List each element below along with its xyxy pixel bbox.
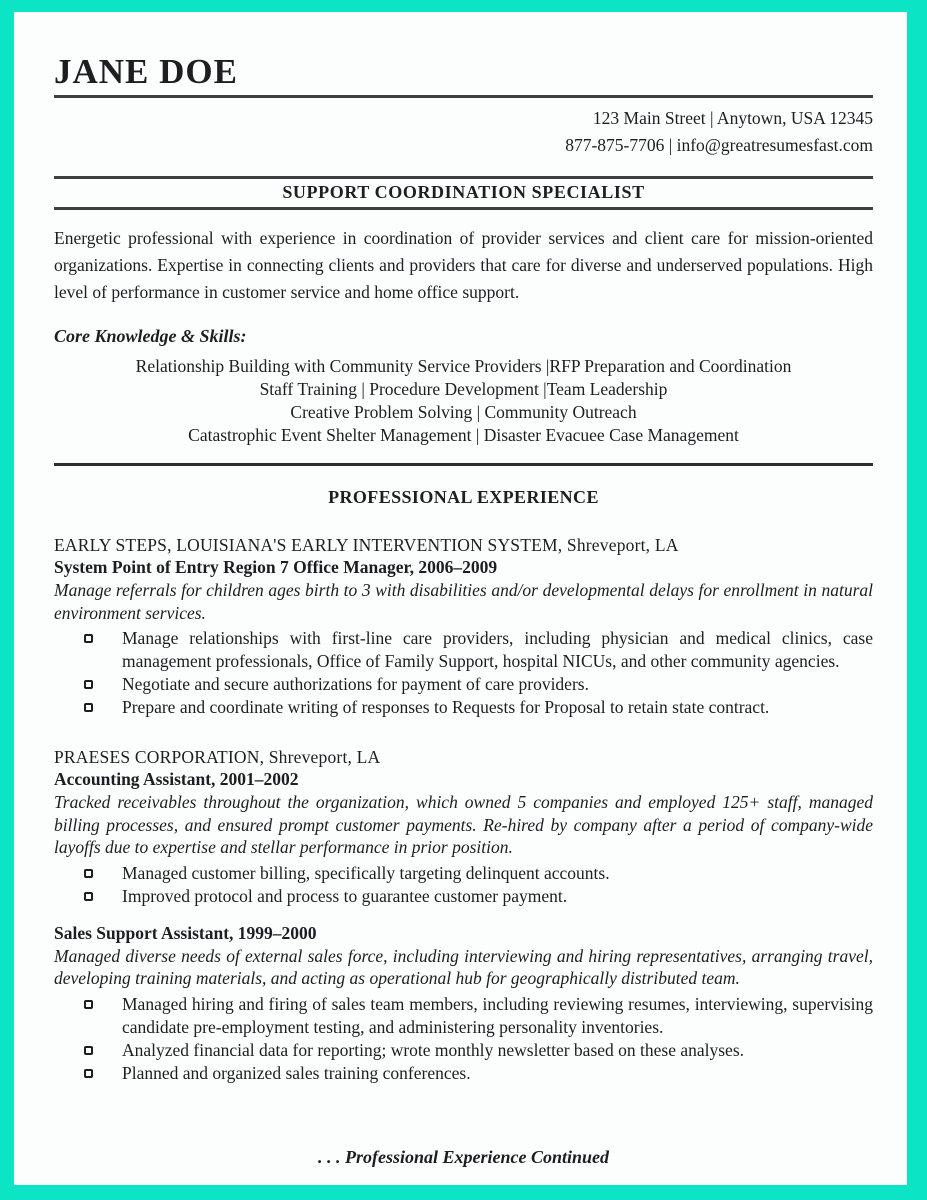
- skills-line: Creative Problem Solving | Community Outreach: [290, 402, 637, 422]
- bullet-list: [54, 993, 873, 1085]
- bullet-item: [54, 885, 873, 908]
- contact-block: [54, 105, 873, 159]
- contact-phone-email: 877-875-7706 | info@greatresumesfast.com: [565, 135, 873, 155]
- bullet-text: Managed hiring and firing of sales team members, including reviewing resumes, interviewing, supervising candidate pre-employment testing, and administering personality inventories.: [122, 993, 873, 1037]
- bullet-text: Managed customer billing, specifically targeting delinquent accounts.: [122, 862, 610, 883]
- bullet-text: Manage relationships with first-line care providers, including physician and medical clinics, case management professionals, Office of Family Support, hospital NICUs, and other community agencies.: [122, 628, 873, 671]
- candidate-name: JANE DOE: [54, 52, 238, 91]
- bullet-text: Planned and organized sales training conferences.: [122, 1062, 471, 1083]
- role-summary: Managed diverse needs of external sales force, including interviewing and hiring representatives, arranging travel, developing training materials, and acting as operational hub for geographically distributed team.: [54, 945, 873, 988]
- header-divider: [54, 95, 873, 98]
- role-title: Sales Support Assistant, 1999–2000: [54, 922, 317, 943]
- role-summary: Tracked receivables throughout the organization, which owned 5 companies and employed 125+ staff, managed billing processes, and ensured prompt customer payments. Re-hired by company after a period of company-wide layoffs due to expertise and stellar performance in prior position.: [54, 792, 873, 857]
- employer-name: EARLY STEPS, LOUISIANA'S EARLY INTERVENTION SYSTEM, Shreveport, LA: [54, 535, 679, 555]
- bullet-item: [54, 673, 873, 696]
- square-bullet-icon: [84, 869, 93, 878]
- skills-heading: Core Knowledge & Skills:: [54, 326, 247, 346]
- bullet-text: Prepare and coordinate writing of responses to Requests for Proposal to retain state contract.: [122, 697, 770, 717]
- bullet-list: [54, 862, 873, 908]
- square-bullet-icon: [84, 1069, 93, 1078]
- professional-summary: Energetic professional with experience in coordination of provider services and client care for mission-oriented organizations. Expertise in connecting clients and providers that care for diverse and underserved populations. High level of performance in customer service and home office support.: [54, 228, 873, 302]
- square-bullet-icon: [84, 1000, 93, 1009]
- skills-line: Relationship Building with Community Service Providers |RFP Preparation and Coordination: [135, 356, 792, 376]
- skills-list: [54, 355, 873, 447]
- resume-page: [14, 12, 907, 1185]
- section-divider: [54, 463, 873, 466]
- square-bullet-icon: [84, 703, 93, 712]
- bullet-item: [54, 1062, 873, 1085]
- bullet-item: [54, 1039, 873, 1062]
- bullet-item: [54, 862, 873, 885]
- bullet-text: Improved protocol and process to guarantee customer payment.: [122, 885, 568, 906]
- square-bullet-icon: [84, 1046, 93, 1055]
- bullet-item: [54, 627, 873, 673]
- square-bullet-icon: [84, 892, 93, 901]
- job-entry: [54, 747, 873, 1085]
- title-banner: [54, 176, 873, 210]
- skills-line: Catastrophic Event Shelter Management | Disaster Evacuee Case Management: [188, 425, 739, 445]
- continued-notice: . . . Professional Experience Continued: [317, 1146, 609, 1167]
- bullet-text: Negotiate and secure authorizations for payment of care providers.: [122, 674, 589, 694]
- job-entry: [54, 535, 873, 719]
- role-title: System Point of Entry Region 7 Office Manager, 2006–2009: [54, 557, 498, 577]
- job-target-title: SUPPORT COORDINATION SPECIALIST: [282, 182, 645, 202]
- bullet-list: [54, 627, 873, 719]
- skills-line: Staff Training | Procedure Development |Team Leadership: [259, 379, 668, 399]
- square-bullet-icon: [84, 680, 93, 689]
- bullet-item: [54, 993, 873, 1039]
- role-title: Accounting Assistant, 2001–2002: [54, 769, 299, 789]
- bullet-item: [54, 696, 873, 719]
- square-bullet-icon: [84, 634, 93, 643]
- experience-section-heading: PROFESSIONAL EXPERIENCE: [328, 487, 599, 507]
- role-summary: Manage referrals for children ages birth to 3 with disabilities and/or developmental delays for enrollment in natural environment services.: [54, 580, 873, 623]
- bullet-text: Analyzed financial data for reporting; wrote monthly newsletter based on these analyses.: [122, 1039, 745, 1060]
- contact-address: 123 Main Street | Anytown, USA 12345: [592, 108, 873, 128]
- employer-name: PRAESES CORPORATION, Shreveport, LA: [54, 747, 381, 767]
